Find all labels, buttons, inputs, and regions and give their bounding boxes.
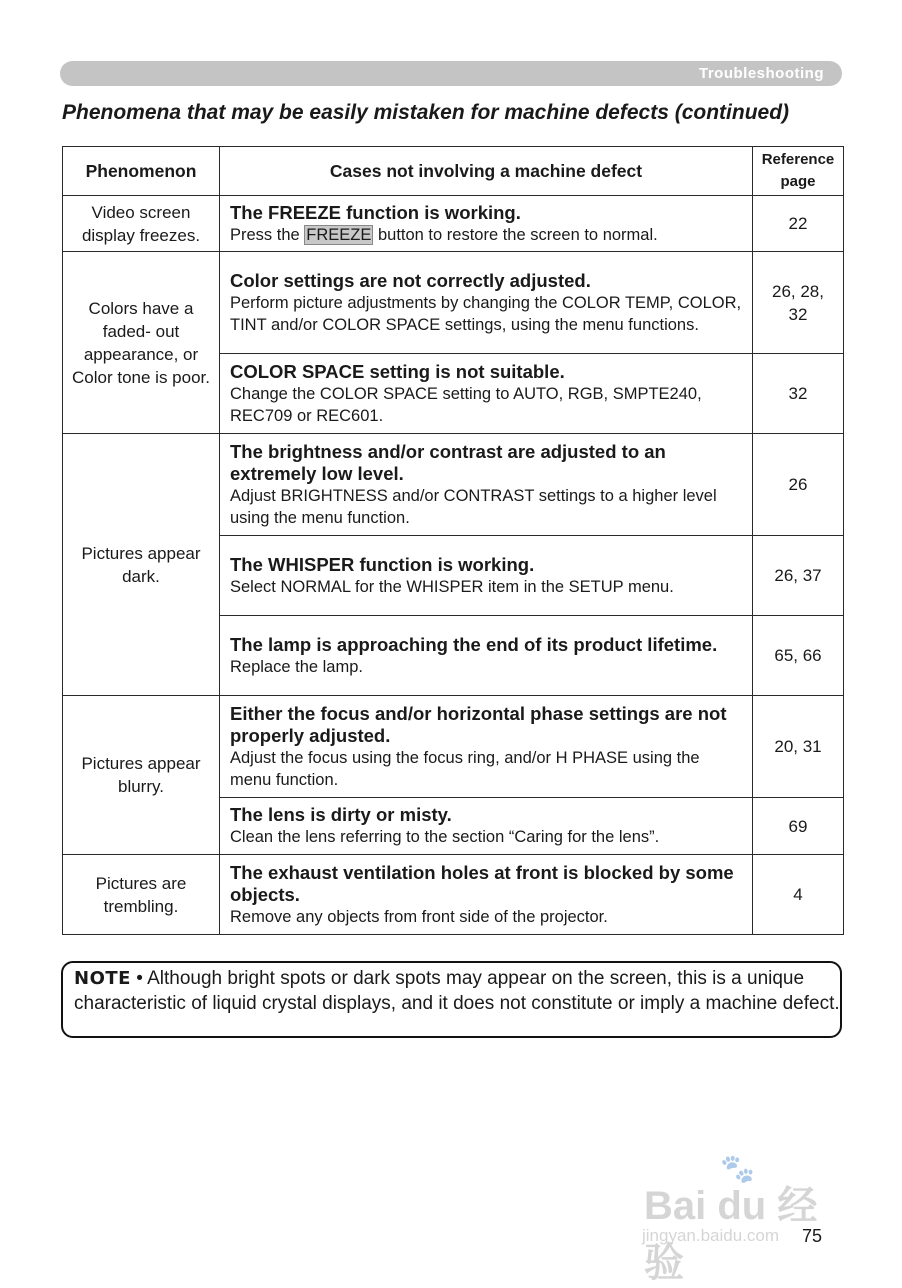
note-label: NOTE bbox=[74, 968, 131, 989]
note-text: • Although bright spots or dark spots may appear on the screen, this is a unique characteristic of liquid crystal displays, and it does not constitute or imply a machine defect. bbox=[74, 968, 840, 1014]
table-row bbox=[63, 855, 844, 935]
case-cell bbox=[220, 434, 753, 536]
page-title: Phenomena that may be easily mistaken for machine defects (continued) bbox=[62, 101, 790, 124]
phenomenon-cell: Colors have a faded- out appearance, or Color tone is poor. bbox=[63, 252, 220, 434]
case-body: Perform picture adjustments by changing the COLOR TEMP, COLOR, TINT and/or COLOR SPACE settings, using the menu functions. bbox=[230, 293, 742, 334]
case-title: Color settings are not correctly adjusted. bbox=[230, 269, 591, 291]
reference-cell: 26, 28, 32 bbox=[753, 252, 844, 354]
header-cases: Cases not involving a machine defect bbox=[220, 147, 753, 196]
case-body: Remove any objects from front side of the projector. bbox=[230, 907, 608, 926]
reference-cell: 20, 31 bbox=[753, 696, 844, 798]
case-title: The lens is dirty or misty. bbox=[230, 804, 452, 825]
section-header-bar bbox=[60, 61, 842, 86]
reference-cell: 26 bbox=[753, 434, 844, 536]
case-title: The FREEZE function is working. bbox=[230, 201, 521, 223]
troubleshooting-table bbox=[62, 146, 844, 935]
case-cell bbox=[220, 536, 753, 616]
case-body: Select NORMAL for the WHISPER item in the SETUP menu. bbox=[230, 577, 674, 596]
case-body: Adjust BRIGHTNESS and/or CONTRAST settings to a higher level using the menu function. bbox=[230, 486, 717, 527]
case-title: The WHISPER function is working. bbox=[230, 553, 535, 575]
case-title: The exhaust ventilation holes at front is blocked by some objects. bbox=[230, 861, 734, 905]
case-cell bbox=[220, 855, 753, 935]
header-reference: Reference page bbox=[753, 147, 844, 196]
case-body: Adjust the focus using the focus ring, and/or H PHASE using the menu function. bbox=[230, 748, 700, 789]
reference-cell: 32 bbox=[753, 354, 844, 434]
case-cell bbox=[220, 252, 753, 354]
case-cell bbox=[220, 354, 753, 434]
note-box bbox=[61, 961, 842, 1038]
watermark-url: jingyan.baidu.com bbox=[642, 1226, 780, 1245]
reference-cell: 26, 37 bbox=[753, 536, 844, 616]
phenomenon-cell: Pictures appear blurry. bbox=[63, 696, 220, 855]
table-row bbox=[63, 434, 844, 536]
phenomenon-cell: Video screen display freezes. bbox=[63, 196, 220, 252]
reference-cell: 4 bbox=[753, 855, 844, 935]
case-title: Either the focus and/or horizontal phase settings are not properly adjusted. bbox=[230, 702, 727, 746]
phenomenon-cell: Pictures are trembling. bbox=[63, 855, 220, 935]
table-row bbox=[63, 696, 844, 798]
reference-cell: 22 bbox=[753, 196, 844, 252]
case-body: Press the FREEZE button to restore the screen to normal. bbox=[230, 225, 658, 244]
case-title: The lamp is approaching the end of its product lifetime. bbox=[230, 633, 718, 655]
case-cell bbox=[220, 196, 753, 252]
case-cell bbox=[220, 696, 753, 798]
reference-cell: 69 bbox=[753, 798, 844, 855]
case-body: Replace the lamp. bbox=[230, 657, 363, 676]
table-header-row bbox=[63, 147, 844, 196]
table-row bbox=[63, 252, 844, 354]
freeze-button-label: FREEZE bbox=[306, 225, 372, 244]
table-row bbox=[63, 196, 844, 252]
case-body: Change the COLOR SPACE setting to AUTO, RGB, SMPTE240, REC709 or REC601. bbox=[230, 384, 702, 425]
case-title: COLOR SPACE setting is not suitable. bbox=[230, 360, 565, 382]
phenomenon-cell: Pictures appear dark. bbox=[63, 434, 220, 696]
case-cell bbox=[220, 798, 753, 855]
case-title: The brightness and/or contrast are adjusted to an extremely low level. bbox=[230, 440, 666, 484]
section-label: Troubleshooting bbox=[699, 65, 824, 82]
reference-cell: 65, 66 bbox=[753, 616, 844, 696]
header-phenomenon: Phenomenon bbox=[63, 147, 220, 196]
watermark-logo: Bai du 经验 bbox=[644, 1184, 818, 1285]
case-body: Clean the lens referring to the section “Caring for the lens”. bbox=[230, 828, 660, 846]
paw-icon: 🐾 bbox=[720, 1153, 755, 1184]
case-cell bbox=[220, 616, 753, 696]
page-number: 75 bbox=[802, 1226, 823, 1246]
